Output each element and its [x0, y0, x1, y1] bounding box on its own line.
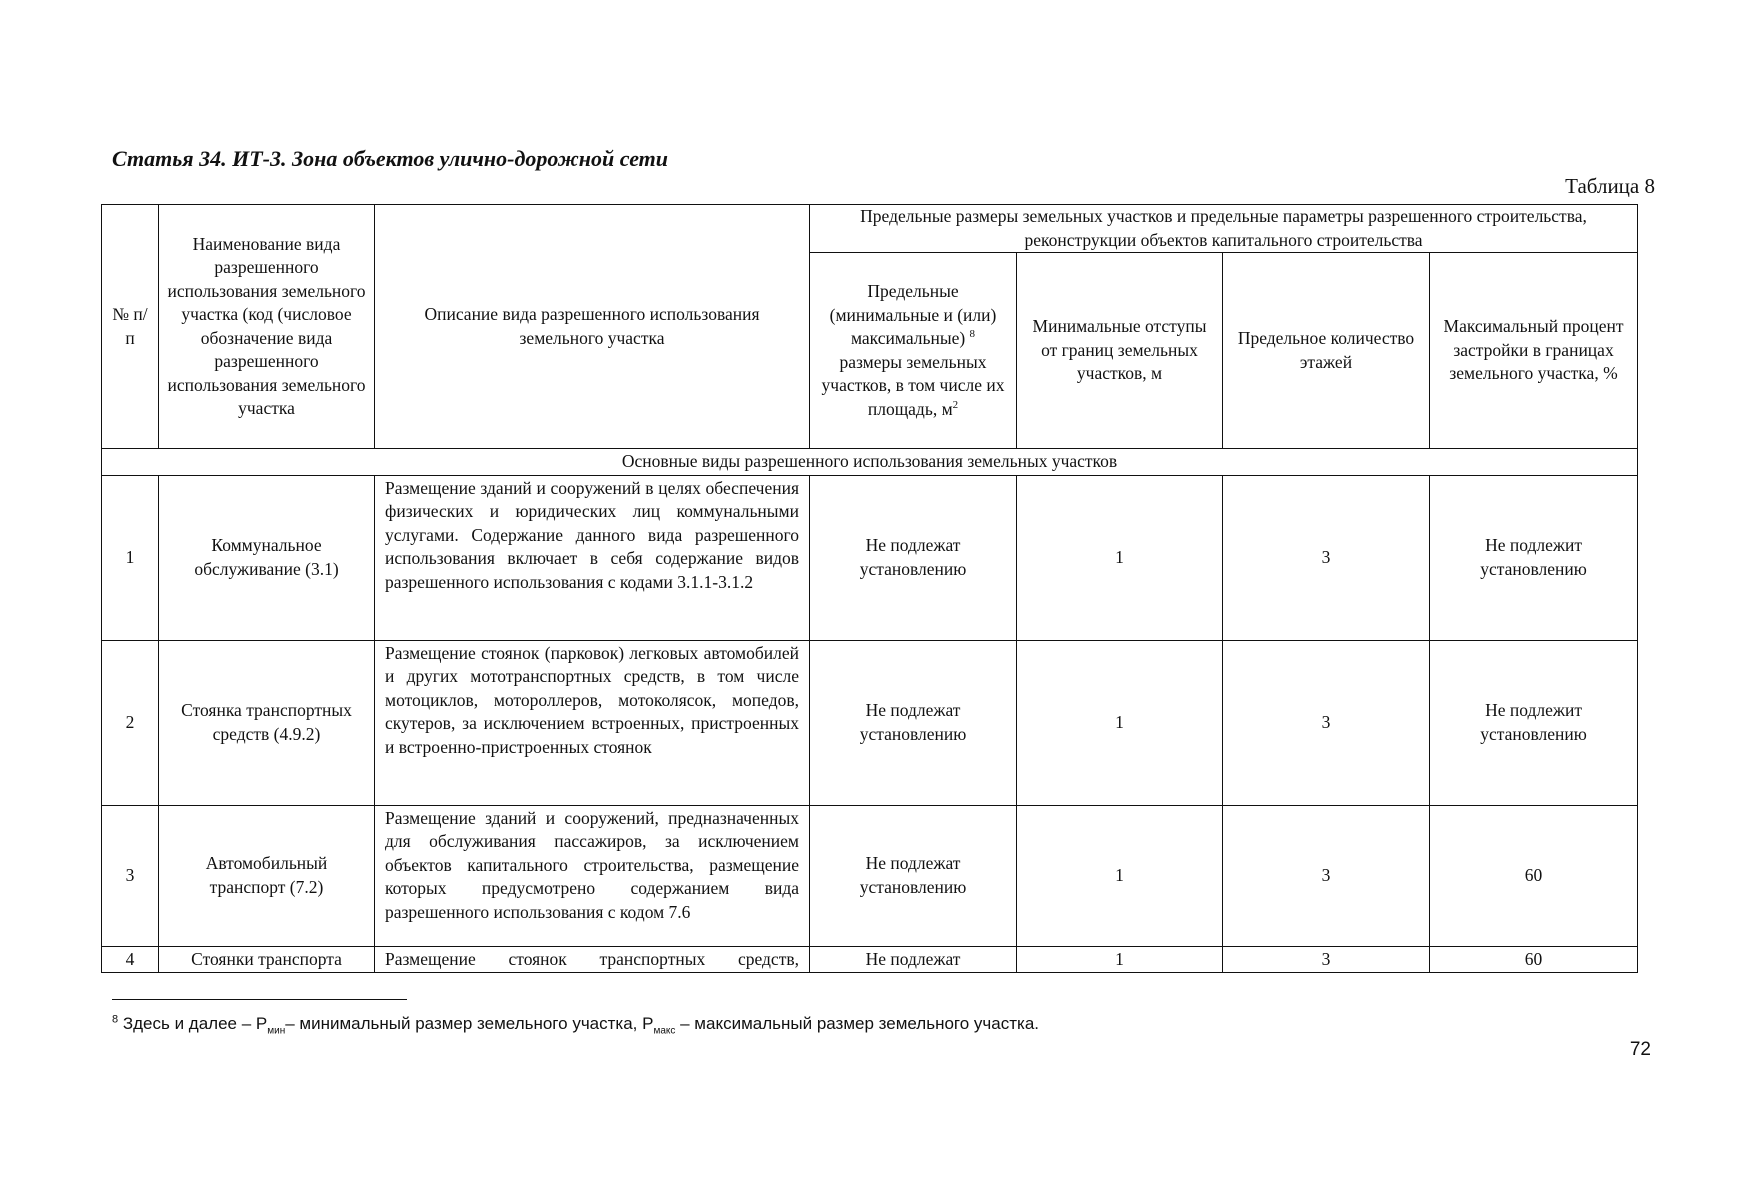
table-row: [102, 946, 1638, 973]
header-description: Описание вида разрешенного использования земельного участка: [375, 205, 810, 449]
row-name: Автомобильный транспорт (7.2): [159, 805, 375, 946]
row-plot-size: Не подлежат установлению: [810, 475, 1017, 640]
table-row: [102, 640, 1638, 805]
row-name: Стоянка транспортных средств (4.9.2): [159, 640, 375, 805]
header-setbacks: Минимальные отступы от границ земельных участков, м: [1017, 253, 1223, 449]
row-num: 2: [102, 640, 159, 805]
row-plot-size: Не подлежат установлению: [810, 805, 1017, 946]
footnote-text-b: – минимальный размер земельного участка, Р: [285, 1014, 654, 1033]
row-num: 3: [102, 805, 159, 946]
row-setback: 1: [1017, 640, 1223, 805]
row-description: Размещение зданий и сооружений в целях обеспечения физических и юридических лиц коммунальными услугами. Содержание данного вида разрешенного использования включает в себя содержание видов разрешенного использования с кодами 3.1.1-3.1.2: [375, 475, 810, 640]
row-num: 4: [102, 946, 159, 973]
row-setback: 1: [1017, 475, 1223, 640]
row-coverage: 60: [1430, 946, 1638, 973]
row-coverage: Не подлежит установлению: [1430, 475, 1638, 640]
row-setback: 1: [1017, 946, 1223, 973]
row-floors: 3: [1223, 640, 1430, 805]
row-floors: 3: [1223, 805, 1430, 946]
footnote-text-a: Здесь и далее – Р: [122, 1014, 268, 1033]
header-num: № п/п: [102, 205, 159, 449]
row-coverage: 60: [1430, 805, 1638, 946]
zoning-table: [101, 204, 1638, 973]
header-limits-group: Предельные размеры земельных участков и предельные параметры разрешенного строительства, реконструкции объектов капитального строительства: [810, 205, 1638, 253]
row-name: Коммунальное обслуживание (3.1): [159, 475, 375, 640]
row-name: Стоянки транспорта: [159, 946, 375, 973]
row-floors: 3: [1223, 475, 1430, 640]
footnote-sub-min: мин: [267, 1025, 286, 1037]
row-description: Размещение стоянок (парковок) легковых автомобилей и других мототранспортных средств, в том числе мотоциклов, мотороллеров, мотоколясок, мопедов, скутеров, за исключением встроенных, пристроенных и встроенно-пристроенных стоянок: [375, 640, 810, 805]
article-title: Статья 34. ИТ-3. Зона объектов улично-дорожной сети: [112, 146, 669, 171]
row-plot-size: Не подлежат установлению: [810, 640, 1017, 805]
row-description: Размещение зданий и сооружений, предназначенных для обслуживания пассажиров, за исключением объектов капитального строительства, размещение которых предусмотрено содержанием вида разрешенного использования с кодом 7.6: [375, 805, 810, 946]
header-name: Наименование вида разрешенного использования земельного участка (код (числовое обозначение вида разрешенного использования земельного участка: [159, 205, 375, 449]
header-coverage: Максимальный процент застройки в границах земельного участка, %: [1430, 253, 1638, 449]
header-floors: Предельное количество этажей: [1223, 253, 1430, 449]
table-row: [102, 475, 1638, 640]
page-number: 72: [1629, 1039, 1651, 1060]
row-num: 1: [102, 475, 159, 640]
footnote-sub-max: макс: [653, 1025, 676, 1037]
unit-exponent: 2: [952, 398, 959, 411]
footnote-marker: 8: [112, 1013, 119, 1026]
footnote-separator: [112, 999, 407, 1000]
table-row: [102, 805, 1638, 946]
row-coverage: Не подлежит установлению: [1430, 640, 1638, 805]
footnote: [112, 1014, 1039, 1036]
header-plot-size-tail: размеры земельных участков, в том числе их площадь, м: [821, 351, 1005, 419]
row-description: Размещение стоянок транспортных средств,: [375, 946, 810, 973]
footnote-text-c: – максимальный размер земельного участка.: [675, 1014, 1039, 1033]
footnote-ref: 8: [969, 328, 976, 341]
header-plot-size: [810, 253, 1017, 449]
section-title: Основные виды разрешенного использования земельных участков: [102, 449, 1638, 476]
table-label: Таблица 8: [1565, 174, 1655, 198]
row-plot-size: Не подлежат: [810, 946, 1017, 973]
row-setback: 1: [1017, 805, 1223, 946]
header-plot-size-text: Предельные (минимальные и (или) максимальные): [829, 281, 997, 348]
row-floors: 3: [1223, 946, 1430, 973]
